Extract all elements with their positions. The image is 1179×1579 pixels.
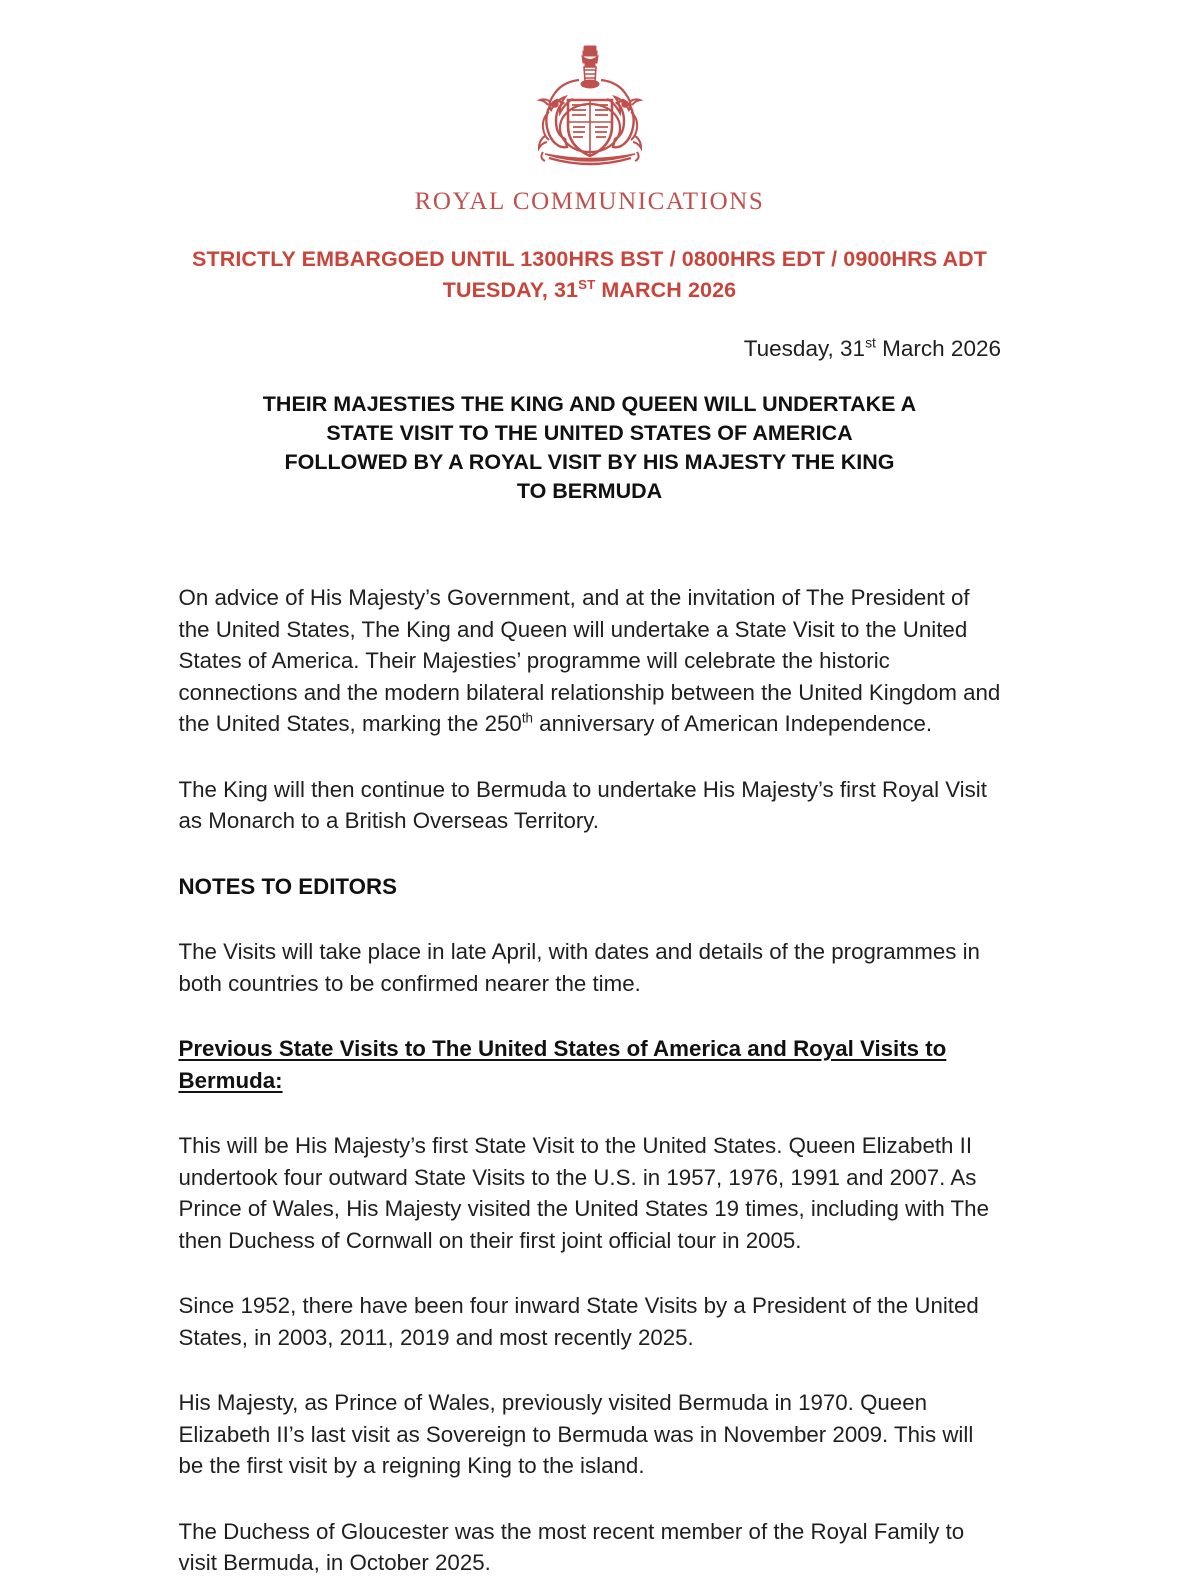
previous-visits-heading: Previous State Visits to The United States of America and Royal Visits to Bermuda: (178, 1036, 947, 1093)
paragraph-opening (179, 582, 1001, 740)
paragraph-bermuda-history: His Majesty, as Prince of Wales, previously visited Bermuda in 1970. Queen Elizabeth II’s last visit as Sovereign to Bermuda was in November 2009. This will be the first visit by a reigning King to the island. (178, 1390, 974, 1478)
royal-coat-of-arms-icon (505, 42, 675, 174)
dateline-suffix: March 2026 (875, 336, 1001, 361)
notes-to-editors-heading: NOTES TO EDITORS (178, 873, 397, 899)
ordinal-suffix-250th: th (521, 710, 533, 726)
masthead (0, 0, 1179, 216)
embargo-date-ordinal: ST (578, 276, 596, 292)
embargo-date-prefix: TUESDAY, 31 (442, 278, 579, 302)
royal-communications-wordmark: ROYAL COMMUNICATIONS (414, 188, 765, 215)
page-title (179, 390, 1001, 506)
dateline-prefix: Tuesday, 31 (743, 336, 866, 361)
embargo-line-2 (0, 275, 1179, 306)
paragraph-visit-timing: The Visits will take place in late April, with dates and details of the programmes in both countries to be confirmed nearer the time. (178, 939, 980, 996)
paragraph-previous-us-visits: This will be His Majesty’s first State Visit to the United States. Queen Elizabeth II undertook four outward State Visits to the U.S. in 1957, 1976, 1991 and 2007. As Prince of Wales, His Majesty visited the United States 19 times, including with The then Duchess of Cornwall on their first joint official tour in 2005. (178, 1133, 989, 1253)
document-content (179, 390, 1001, 1579)
paragraph-opening-tail: anniversary of American Independence. (532, 711, 933, 736)
paragraph-bermuda-continuation: The King will then continue to Bermuda to undertake His Majesty’s first Royal Visit as Monarch to a British Overseas Territory. (178, 776, 987, 833)
headline-line-4: TO BERMUDA (516, 479, 663, 503)
previous-visits-heading-wrap (179, 1033, 1001, 1096)
embargo-notice (0, 244, 1179, 306)
headline-line-3: FOLLOWED BY A ROYAL VISIT BY HIS MAJESTY THE KING (284, 450, 895, 474)
document-dateline (0, 336, 1001, 362)
dateline-ordinal: st (865, 334, 876, 351)
headline-line-1: THEIR MAJESTIES THE KING AND QUEEN WILL UNDERTAKE A (262, 392, 917, 416)
paragraph-duchess-of-gloucester: The Duchess of Gloucester was the most recent member of the Royal Family to visit Bermuda, in October 2025. (178, 1518, 965, 1575)
paragraph-opening-text: On advice of His Majesty’s Government, and at the invitation of The President of the United States, The King and Queen will undertake a State Visit to the United States of America. Their Majesties’ programme will celebrate the historic connections and the modern bilateral relationship between the United Kingdom and the United States, marking the 250 (178, 585, 1001, 736)
headline-line-2: STATE VISIT TO THE UNITED STATES OF AMERICA (326, 421, 853, 445)
paragraph-inward-state-visits: Since 1952, there have been four inward State Visits by a President of the United States, in 2003, 2011, 2019 and most recently 2025. (178, 1293, 979, 1350)
embargo-date-suffix: MARCH 2026 (595, 278, 737, 302)
embargo-line-1: STRICTLY EMBARGOED UNTIL 1300HRS BST / 0800HRS EDT / 0900HRS ADT (192, 247, 987, 271)
